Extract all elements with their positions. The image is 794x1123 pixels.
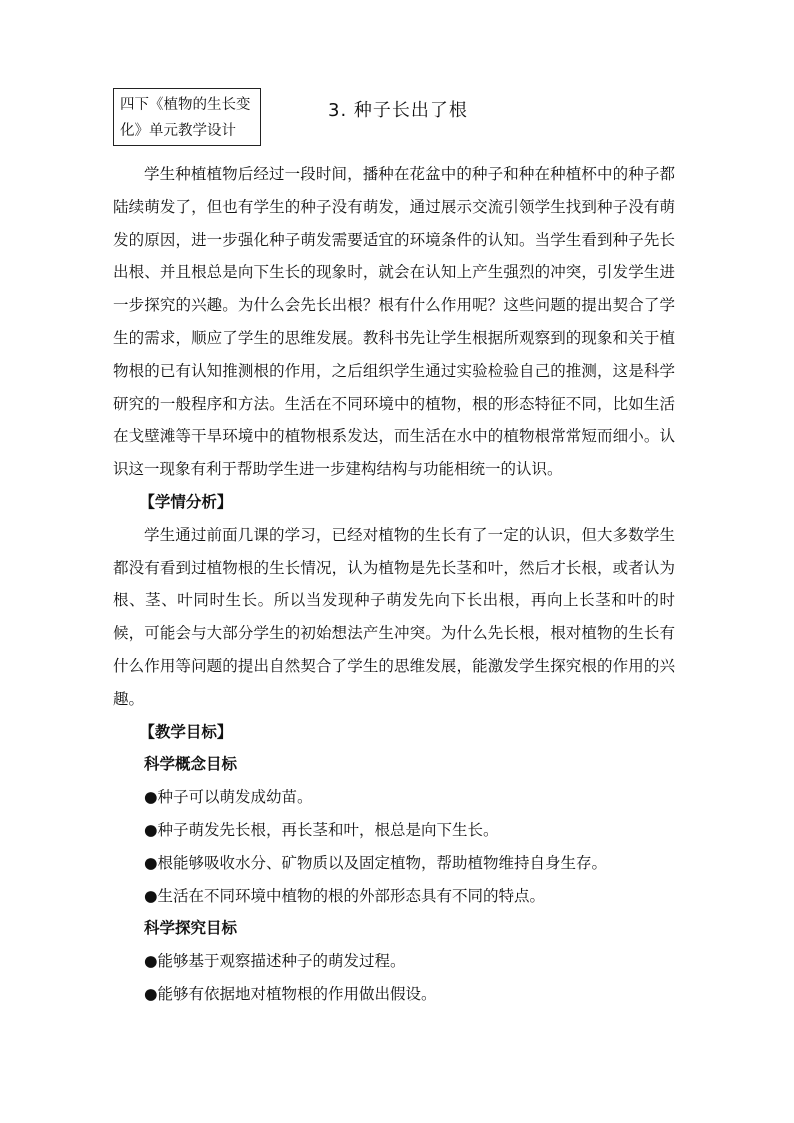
inquiry-objectives-heading: 科学探究目标 bbox=[144, 919, 238, 938]
unit-title-text: 四下《植物的生长变化》单元教学设计 bbox=[120, 97, 251, 139]
concept-item: ●根能够吸收水分、矿物质以及固定植物，帮助植物维持自身生存。 bbox=[144, 853, 608, 872]
document-body bbox=[113, 158, 675, 1011]
intro-paragraph: 学生种植植物后经过一段时间，播种在花盆中的种子和种在种植杯中的种子都陆续萌发了，但也有学生的种子没有萌发，通过展示交流引领学生找到种子没有萌发的原因，进一步强化种子萌发需要适宜的环境条件的认知。当学生看到种子先长出根、并且根总是向下生长的现象时，就会在认知上产生强烈的冲突，引发学生进一步探究的兴趣。为什么会先长出根？根有什么作用呢？这些问题的提出契合了学生的需求，顺应了学生的思维发展。教科书先让学生根据所观察到的现象和关于植物根的已有认知推测根的作用，之后组织学生通过实验检验自己的推测，这是科学研究的一般程序和方法。生活在不同环境中的植物，根的形态特征不同，比如生活在戈壁滩等干旱环境中的植物根系发达，而生活在水中的植物根常常短而细小。认识这一现象有利于帮助学生进一步建构结构与功能相统一的认识。 bbox=[113, 165, 675, 479]
student-analysis-heading: 【学情分析】 bbox=[139, 492, 233, 511]
concept-item: ●种子可以萌发成幼苗。 bbox=[144, 788, 313, 807]
lesson-title: 3. 种子长出了根 bbox=[328, 100, 468, 121]
student-analysis-paragraph: 学生通过前面几课的学习，已经对植物的生长有了一定的认识，但大多数学生都没有看到过植物根的生长情况，认为植物是先长茎和叶，然后才长根，或者认为根、茎、叶同时生长。所以当发现种子萌发先向下长出根，再向上长茎和叶的时候，可能会与大部分学生的初始想法产生冲突。为什么先长根，根对植物的生长有什么作用等问题的提出自然契合了学生的思维发展，能激发学生探究根的作用的兴趣。 bbox=[113, 525, 675, 708]
concept-objectives-heading: 科学概念目标 bbox=[144, 755, 238, 774]
concept-item: ●生活在不同环境中植物的根的外部形态具有不同的特点。 bbox=[144, 886, 546, 905]
objectives-heading: 【教学目标】 bbox=[139, 722, 233, 741]
inquiry-item: ●能够基于观察描述种子的萌发过程。 bbox=[144, 952, 406, 971]
inquiry-item: ●能够有依据地对植物根的作用做出假设。 bbox=[144, 984, 437, 1003]
unit-title-box bbox=[113, 88, 261, 146]
concept-item: ●种子萌发先长根，再长茎和叶，根总是向下生长。 bbox=[144, 820, 499, 839]
